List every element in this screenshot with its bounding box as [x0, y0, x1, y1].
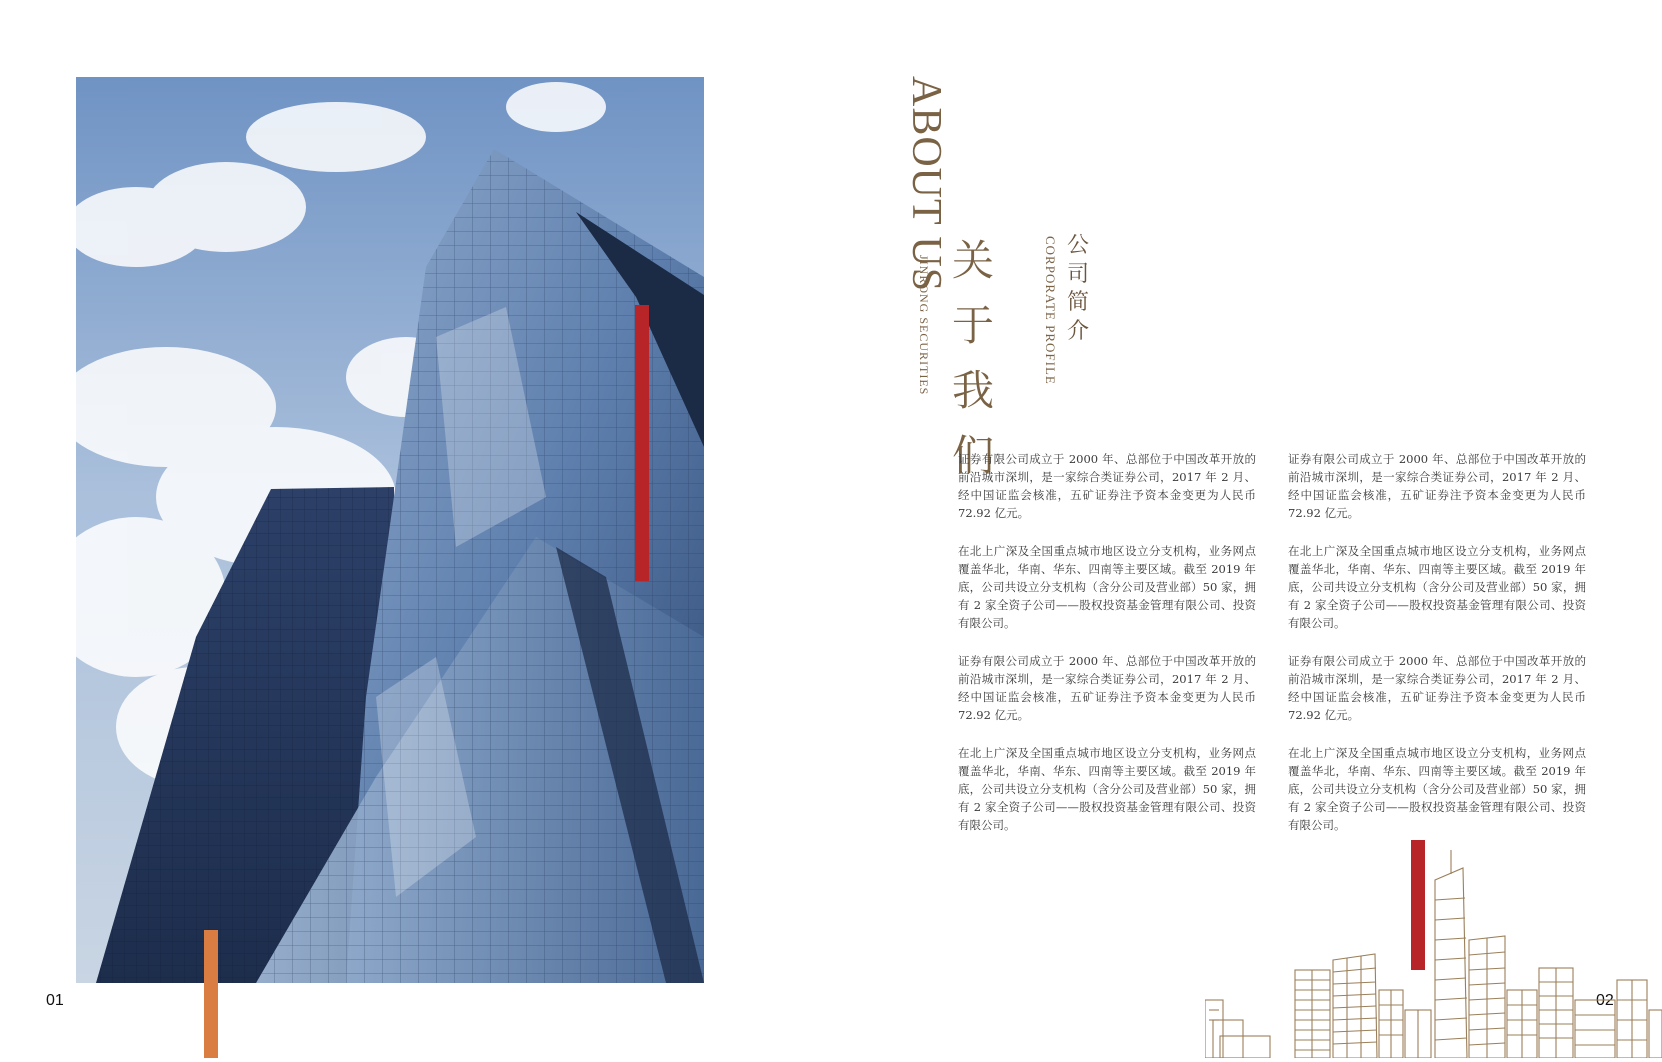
- paragraph: 在北上广深及全国重点城市地区设立分支机构，业务网点覆盖华北，华南、华东、四南等主要区域。截至 2019 年底，公司共设立分支机构（含分公司及营业部）50 家，拥有 2 家全资子公司——股权投资基金管理有限公司、投资有限公司。: [958, 746, 1256, 832]
- paragraph: 证券有限公司成立于 2000 年、总部位于中国改革开放的前沿城市深圳，是一家综合类证券公司，2017 年 2 月、经中国证监会核准，五矿证券注予资本金变更为人民币 72.92 亿元。: [958, 654, 1256, 722]
- paragraph: 证券有限公司成立于 2000 年、总部位于中国改革开放的前沿城市深圳，是一家综合类证券公司，2017 年 2 月、经中国证监会核准，五矿证券注予资本金变更为人民币 72.92 亿元。: [1288, 452, 1586, 520]
- paragraph: 在北上广深及全国重点城市地区设立分支机构，业务网点覆盖华北，华南、华东、四南等主要区域。截至 2019 年底，公司共设立分支机构（含分公司及营业部）50 家，拥有 2 家全资子公司——股权投资基金管理有限公司、投资有限公司。: [958, 544, 1256, 630]
- city-skyline-illustration: [1205, 840, 1662, 1058]
- text-column-left: [958, 450, 1256, 854]
- red-accent-bar: [1411, 840, 1425, 970]
- about-us-title: ABOUT US: [903, 76, 949, 293]
- paragraph: 证券有限公司成立于 2000 年、总部位于中国改革开放的前沿城市深圳，是一家综合类证券公司，2017 年 2 月、经中国证监会核准，五矿证券注予资本金变更为人民币 72.92 亿元。: [958, 452, 1256, 520]
- orange-accent-bar: [204, 930, 218, 1058]
- paragraph: 在北上广深及全国重点城市地区设立分支机构，业务网点覆盖华北，华南、华东、四南等主要区域。截至 2019 年底，公司共设立分支机构（含分公司及营业部）50 家，拥有 2 家全资子公司——股权投资基金管理有限公司、投资有限公司。: [1288, 746, 1586, 832]
- paragraph: 证券有限公司成立于 2000 年、总部位于中国改革开放的前沿城市深圳，是一家综合类证券公司，2017 年 2 月、经中国证监会核准，五矿证券注予资本金变更为人民币 72.92 亿元。: [1288, 654, 1586, 722]
- corporate-profile-subtitle: CORPORATE PROFILE: [1043, 236, 1058, 385]
- paragraph: 在北上广深及全国重点城市地区设立分支机构，业务网点覆盖华北，华南、华东、四南等主要区域。截至 2019 年底，公司共设立分支机构（含分公司及营业部）50 家，拥有 2 家全资子公司——股权投资基金管理有限公司、投资有限公司。: [1288, 544, 1586, 630]
- text-column-right: [1288, 450, 1586, 854]
- about-us-chinese-title: 关于我们: [951, 236, 994, 481]
- red-accent-bar: [635, 305, 649, 581]
- page-number-right: 02: [1596, 992, 1614, 1009]
- company-profile-chinese-title: 公司简介: [1066, 233, 1089, 344]
- page-number-left: 01: [46, 992, 64, 1009]
- skyscraper-photo: [76, 77, 704, 983]
- jinrong-securities-subtitle: JINRONG SECURITIES: [917, 255, 931, 396]
